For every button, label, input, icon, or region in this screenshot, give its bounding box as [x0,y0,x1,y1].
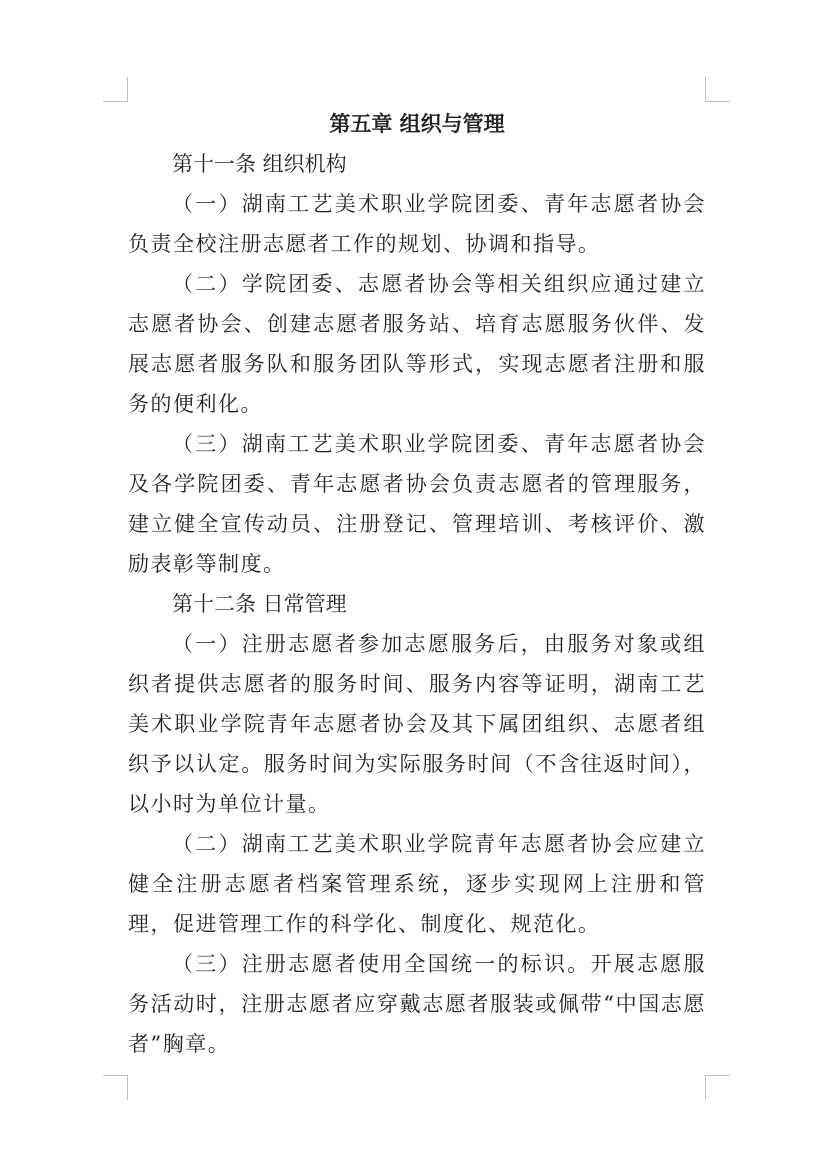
margin-corner-bottom-right [705,1075,730,1100]
paragraph: （三）注册志愿者使用全国统一的标识。开展志愿服务活动时，注册志愿者应穿戴志愿者服装或佩带“中国志愿者”胸章。 [128,952,706,1056]
paragraph: （一）湖南工艺美术职业学院团委、青年志愿者协会负责全校注册志愿者工作的规划、协调和指导。 [128,192,706,256]
paragraph: （二）学院团委、志愿者协会等相关组织应通过建立志愿者协会、创建志愿者服务站、培育志愿服务伙伴、发展志愿者服务队和服务团队等形式，实现志愿者注册和服务的便利化。 [128,272,706,416]
margin-corner-top-left [103,77,128,102]
paragraph: （一）注册志愿者参加志愿服务后，由服务对象或组织者提供志愿者的服务时间、服务内容等证明，湖南工艺美术职业学院青年志愿者协会及其下属团组织、志愿者组织予以认定。服务时间为实际服务时间（不含往返时间），以小时为单位计量。 [128,632,706,816]
document-body [128,104,706,1064]
paragraph: （二）湖南工艺美术职业学院青年志愿者协会应建立健全注册志愿者档案管理系统，逐步实现网上注册和管理，促进管理工作的科学化、制度化、规范化。 [128,832,706,936]
article-heading: 第十一条 组织机构 [172,152,347,176]
margin-corner-bottom-left [103,1075,128,1100]
article-heading: 第十二条 日常管理 [172,592,347,616]
margin-corner-top-right [705,77,730,102]
chapter-title: 第五章 组织与管理 [329,111,505,136]
paragraph: （三）湖南工艺美术职业学院团委、青年志愿者协会及各学院团委、青年志愿者协会负责志愿者的管理服务，建立健全宣传动员、注册登记、管理培训、考核评价、激励表彰等制度。 [128,432,706,576]
